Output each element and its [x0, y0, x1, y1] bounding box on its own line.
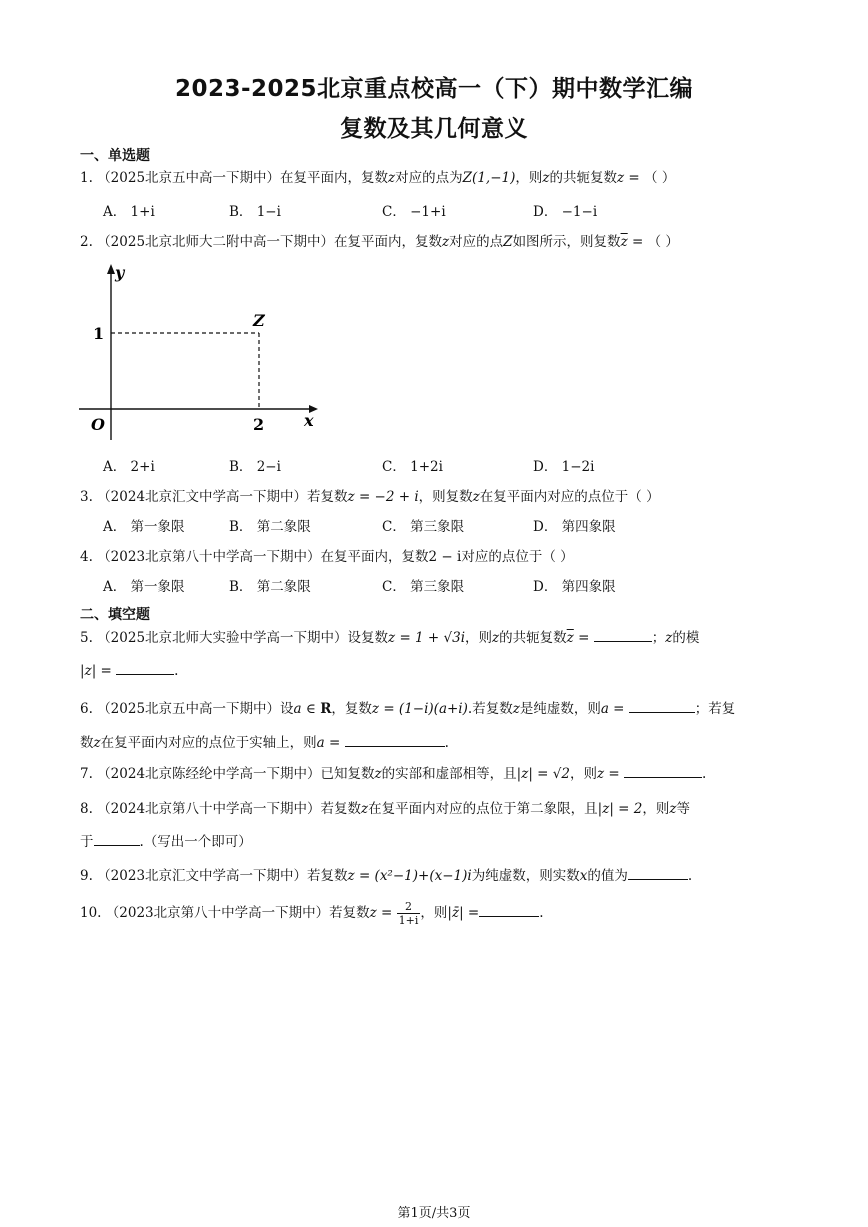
- q1-option-b: B． 1−i: [229, 204, 281, 220]
- q2-option-c: C． 1+2i: [382, 459, 443, 475]
- question-4: 4. （2023北京第八十中学高一下期中）在复平面内，复数2 − i对应的点位于（ ）: [80, 549, 574, 565]
- q3-option-a: A． 第一象限: [103, 519, 185, 535]
- q5-answer-blank-1[interactable]: [594, 628, 652, 642]
- q10-answer-blank[interactable]: [479, 903, 539, 917]
- q4-option-b: B． 第二象限: [229, 579, 311, 595]
- question-5-line-2: |z| = .: [80, 663, 179, 679]
- question-2: 2. （2025北京北师大二附中高一下期中）在复平面内，复数z对应的点Z如图所示，则复数$\overline{z}$ = （ ）: [80, 234, 679, 250]
- q6-answer-blank-2[interactable]: [345, 733, 445, 747]
- page-subtitle: 复数及其几何意义: [340, 116, 528, 142]
- y-axis-label: y: [115, 263, 125, 282]
- q5-answer-blank-2[interactable]: [116, 661, 174, 675]
- y-axis-arrow-icon: [107, 264, 115, 274]
- q4-option-d: D． 第四象限: [533, 579, 616, 595]
- q10-fraction: $\frac{2}{1+i}$: [398, 900, 419, 927]
- q7-answer-blank[interactable]: [624, 764, 702, 778]
- complex-plane-figure: [75, 258, 335, 443]
- question-8: 8. （2024北京第八十中学高一下期中）若复数z在复平面内对应的点位于第二象限，且|z| = 2，则z等: [80, 801, 690, 817]
- q2-option-b: B． 2−i: [229, 459, 281, 475]
- q9-answer-blank[interactable]: [628, 866, 688, 880]
- section-heading-single-choice: 一、单选题: [80, 148, 150, 164]
- question-10: 10. （2023北京第八十中学高一下期中）若复数z = $\frac{2}{1+i}$ ，则|z̄| = .: [80, 900, 544, 927]
- question-5: 5. （2025北京北师大实验中学高一下期中）设复数z = 1 + √3i，则z的共轭复数$\overline{z}$ = ；z的模: [80, 630, 700, 646]
- question-7: 7. （2024北京陈经纶中学高一下期中）已知复数z的实部和虚部相等，且|z| = √2，则z = .: [80, 766, 707, 782]
- question-1: 1. （2025北京五中高一下期中）在复平面内，复数z对应的点为Z(1,−1)，则z的共轭复数z = （ ）: [80, 170, 676, 186]
- page-footer: 第1页/共3页: [397, 1206, 471, 1221]
- point-z-label: Z: [253, 311, 265, 330]
- x-axis-label: x: [304, 411, 314, 430]
- q3-option-d: D． 第四象限: [533, 519, 616, 535]
- x-tick-label: 2: [253, 415, 265, 434]
- question-8-line-2: 于 .（写出一个即可）: [80, 834, 252, 850]
- origin-label: O: [91, 415, 105, 434]
- q2-option-d: D． 1−2i: [533, 459, 595, 475]
- q4-option-c: C． 第三象限: [382, 579, 465, 595]
- q8-answer-blank[interactable]: [94, 832, 140, 846]
- question-9: 9. （2023北京汇文中学高一下期中）若复数z = (x²−1)+(x−1)i为纯虚数，则实数x的值为 .: [80, 868, 693, 884]
- question-3: 3. （2024北京汇文中学高一下期中）若复数z = −2 + i，则复数z在复平面内对应的点位于（ ）: [80, 489, 660, 505]
- q3-option-c: C． 第三象限: [382, 519, 465, 535]
- question-6: 6. （2025北京五中高一下期中）设a ∈ R，复数z = (1−i)(a+i).若复数z是纯虚数，则a = ；若复: [80, 701, 736, 717]
- q1-option-d: D． −1−i: [533, 204, 598, 220]
- section-heading-fill-in: 二、填空题: [80, 607, 150, 623]
- q6-answer-blank-1[interactable]: [629, 699, 695, 713]
- y-tick-label: 1: [93, 324, 105, 343]
- q4-option-a: A． 第一象限: [103, 579, 185, 595]
- page-title: 2023-2025北京重点校高一（下）期中数学汇编: [174, 76, 694, 102]
- q1-option-a: A． 1+i: [103, 204, 155, 220]
- q3-option-b: B． 第二象限: [229, 519, 311, 535]
- q1-option-c: C． −1+i: [382, 204, 446, 220]
- q2-option-a: A． 2+i: [103, 459, 155, 475]
- question-6-line-2: 数z在复平面内对应的点位于实轴上，则a = .: [80, 735, 449, 751]
